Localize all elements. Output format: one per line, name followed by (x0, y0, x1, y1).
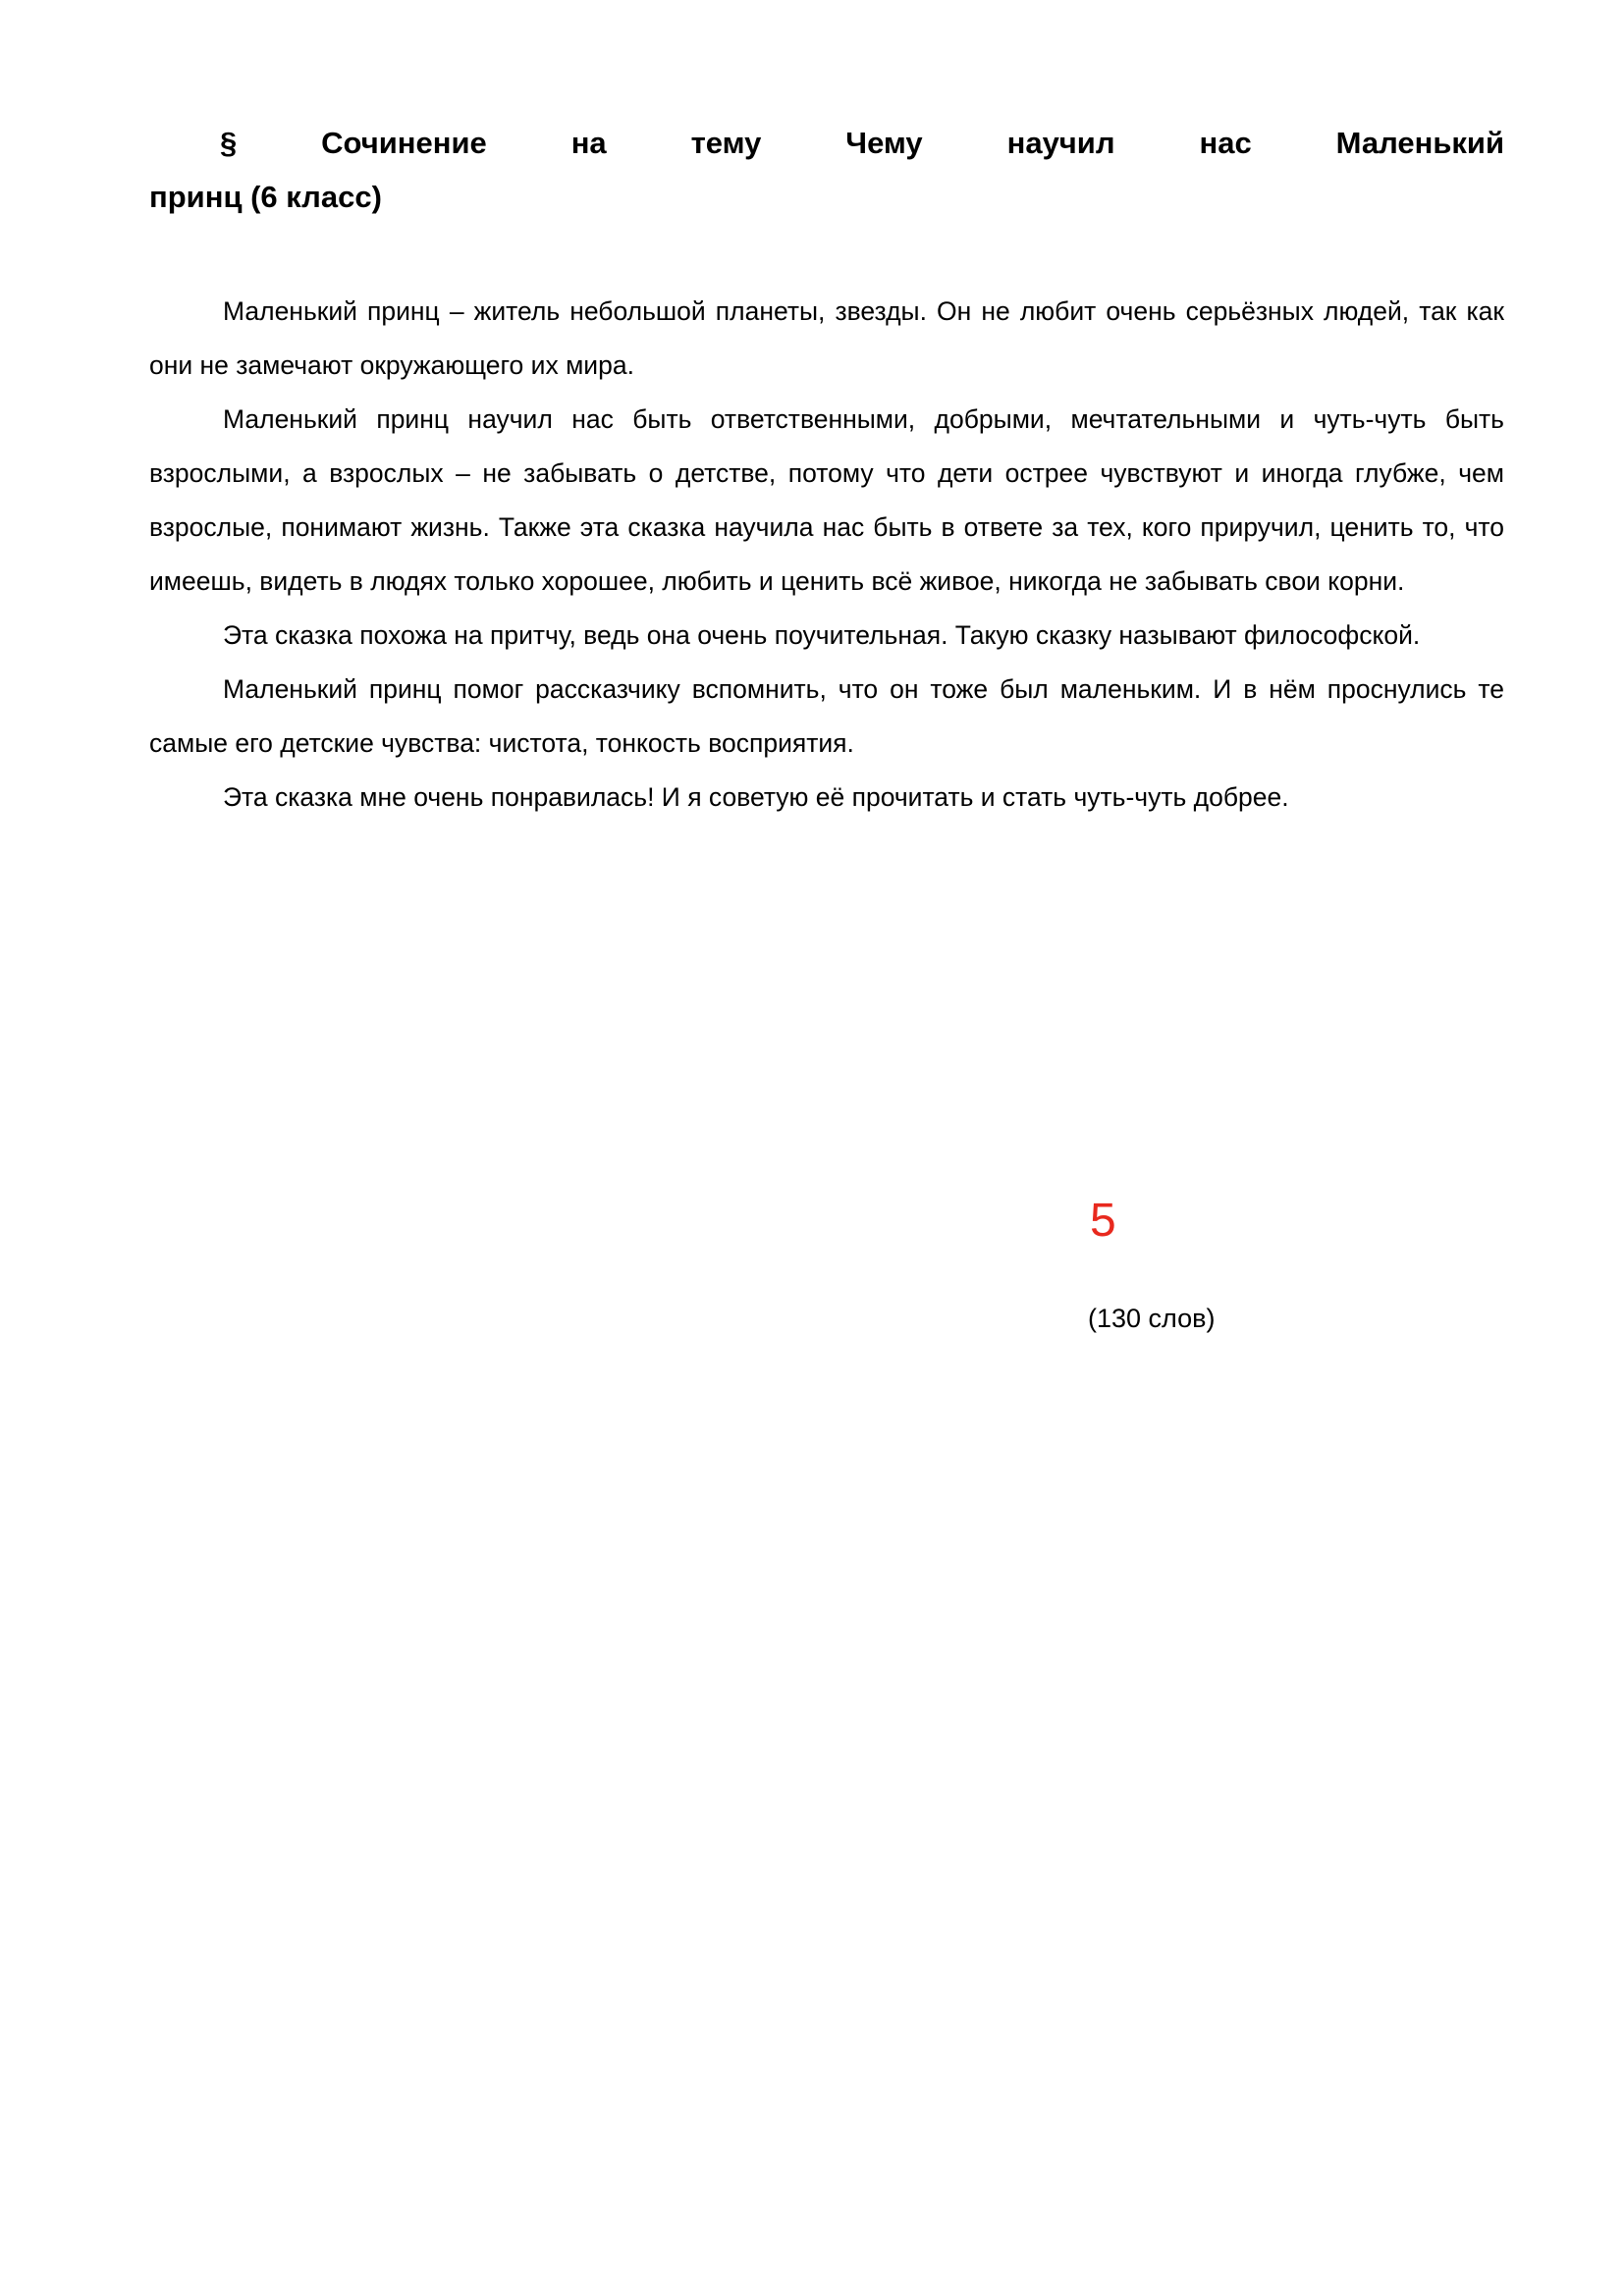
essay-body (149, 285, 1504, 825)
paragraph: Эта сказка похожа на притчу, ведь она очень поучительная. Такую сказку называют философской. (223, 620, 1421, 650)
page-title-line-2: принц (6 класс) (149, 180, 382, 214)
paragraph: Эта сказка мне очень понравилась! И я советую её прочитать и стать чуть-чуть добрее. (223, 782, 1289, 812)
page-title-line-1: § Сочинение на тему Чему научил нас Маленький (220, 126, 1504, 160)
page-title (149, 116, 1504, 224)
grade-mark: 5 (1090, 1195, 1116, 1247)
word-count-note: (130 слов) (1088, 1304, 1216, 1333)
paragraph: Маленький принц – житель небольшой планеты, звезды. Он не любит очень серьёзных людей, так как они не замечают окружающего их мира. (149, 296, 1504, 380)
paragraph: Маленький принц помог рассказчику вспомнить, что он тоже был маленьким. И в нём проснулись те самые его детские чувства: чистота, тонкость восприятия. (149, 674, 1504, 758)
document-content (149, 116, 1504, 825)
paragraph: Маленький принц научил нас быть ответственными, добрыми, мечтательными и чуть-чуть быть взрослыми, а взрослых – не забывать о детстве, потому что дети острее чувствуют и иногда глубже, чем взрослые, понимают жизнь. Также эта сказка научила нас быть в ответе за тех, кого приручил, ценить то, что имеешь, видеть в людях только хорошее, любить и ценить всё живое, никогда не забывать свои корни. (149, 404, 1504, 596)
